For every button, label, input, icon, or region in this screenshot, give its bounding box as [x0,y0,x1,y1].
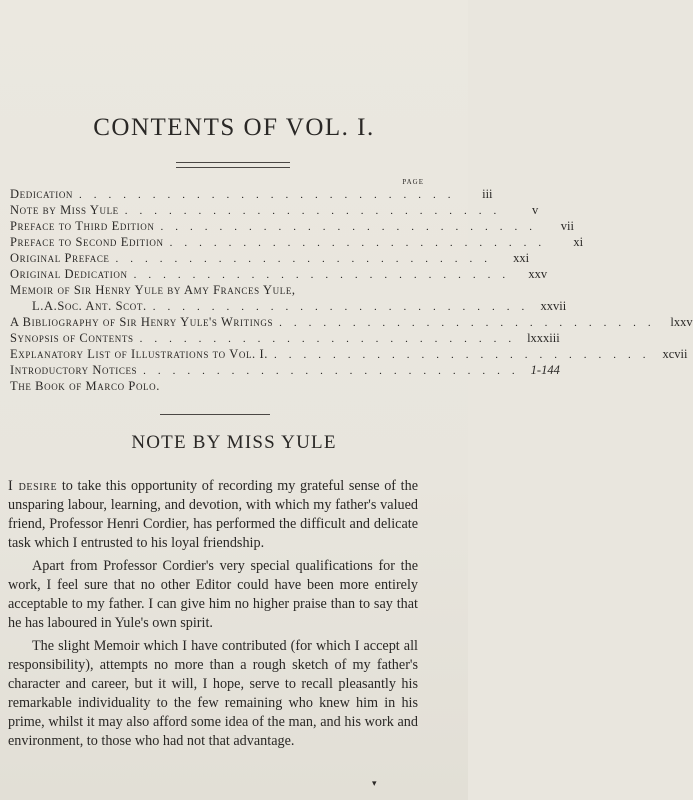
toc-entry [10,362,560,378]
toc-entry [10,234,584,250]
toc-entry-title: Original Preface [10,251,110,265]
toc-entry-page: lxxv [670,315,693,329]
leader-dots: .......................... [139,333,524,345]
toc-entry [10,282,416,298]
toc-entry-page: iii [482,187,493,201]
toc-entry-page: v [532,203,539,217]
toc-entry-page: xcvii [662,347,688,361]
note-title: NOTE BY MISS YULE [131,432,337,453]
leader-dots: .......................... [169,237,554,249]
toc-entry-title: Introductory Notices [10,363,138,377]
toc-entry-title: A Bibliography of Sir Henry Yule's Writings [10,315,274,329]
leader-dots: .......................... [79,189,463,201]
toc-entry-title: L.A.Soc. Ant. Scot. [32,299,147,313]
toc-entry-page: vii [560,219,574,233]
toc-entry-title: Memoir of Sir Henry Yule by Amy Frances Yule, [10,283,296,297]
toc-entry [10,314,693,330]
toc-entry-page: lxxxiii [527,331,560,345]
toc-entry [10,218,574,234]
toc-entry-title: Synopsis of Contents [10,331,134,345]
double-rule-divider [176,162,290,168]
leader-dots: .......................... [160,221,544,233]
toc-entry [10,378,416,394]
section-divider [160,414,270,415]
toc-entry-page: 1-144 [530,363,560,377]
paragraph-text: to take this opportunity of recording my grateful sense of the unsparing labour, learning, and devotion, with which my father's valued friend, Professor Henri Cordier, has performed the difficult and delicate task which I entrusted to his loyal friendship. [8,478,418,551]
toc-entry-title: Explanatory List of Illustrations to Vol. I. [10,347,268,361]
paragraph: The slight Memoir which I have contributed (for which I accept all responsibility), attempts no more than a rough sketch of my father's character and career, but it will, I hope, serve to recall pleasantly his remarkable individuality to the few remaining who knew him in his prime, whilst it may also afford some idea of the man, and his work and environment, to those who had not that advantage. [8,638,418,749]
toc-entry [10,202,539,218]
paragraph-lead: I desire [8,478,58,494]
leader-dots: .......................... [279,317,663,329]
toc-entry-title: Note by Miss Yule [10,203,119,217]
toc-entry-title: Preface to Second Edition [10,235,164,249]
leader-dots: .......................... [115,253,500,265]
toc-entry [10,346,688,362]
table-of-contents [10,186,693,394]
toc-entry-title: Dedication [10,187,74,201]
toc-entry [10,266,548,282]
toc-entry [10,250,530,266]
paragraph: Apart from Professor Cordier's very special qualifications for the work, I feel sure that no other Editor could have been more entirely acceptable to my father. I can give him no higher praise than to say that he has laboured in Yule's own spirit. [8,558,418,631]
toc-entry-title: Preface to Third Edition [10,219,155,233]
signature-mark: ▾ [372,778,377,788]
leader-dots: .......................... [273,349,658,361]
toc-entry-page: xxv [528,267,548,281]
leader-dots: .......................... [124,205,509,217]
toc-entry [10,186,493,202]
leader-dots: .......................... [152,301,537,313]
leader-dots: .......................... [143,365,527,377]
note-body [8,477,418,751]
toc-entry-title: Original Dedication [10,267,128,281]
toc-entry-page: xxi [513,251,530,265]
paragraph [8,477,418,553]
toc-entry-title: The Book of Marco Polo. [10,379,160,393]
leader-dots: .......................... [133,269,518,281]
toc-entry-continuation [10,298,567,314]
toc-entry-page: xxvii [540,299,567,313]
contents-title: CONTENTS OF VOL. I. [93,114,375,141]
page-column-header: PAGE [402,178,424,186]
toc-entry-page: xi [573,235,584,249]
toc-entry [10,330,560,346]
